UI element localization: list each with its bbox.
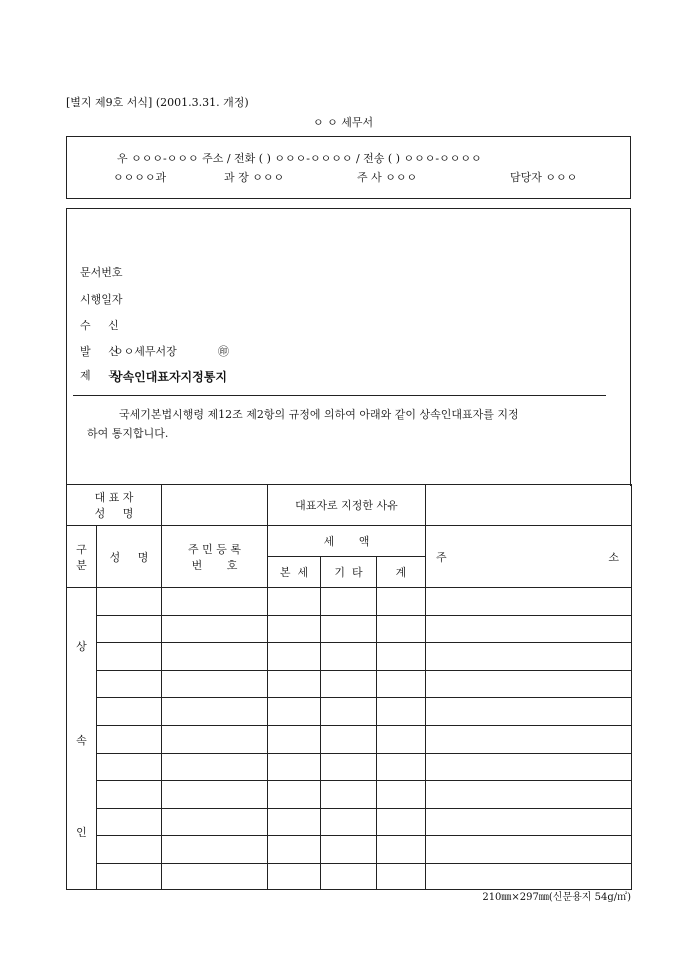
table-row — [67, 781, 632, 809]
doc-date-label: 시행일자 — [80, 293, 123, 306]
address-header — [426, 526, 632, 588]
tax-main-cell[interactable] — [268, 643, 321, 671]
header-box — [66, 136, 631, 199]
tax-total-cell[interactable] — [377, 643, 426, 671]
regno-header-bottom: 번 호 — [191, 558, 238, 572]
address-header-left: 주 — [436, 550, 447, 564]
regno-cell[interactable] — [162, 615, 268, 643]
seal-mark: ㊞ — [218, 345, 229, 358]
table-row — [67, 836, 632, 864]
name-cell[interactable] — [97, 698, 162, 726]
office-name: ㅇ ㅇ 세무서 — [313, 116, 374, 129]
address-cell[interactable] — [426, 698, 632, 726]
table-row — [67, 863, 632, 889]
header-dept: ㅇㅇㅇㅇ과 — [113, 171, 167, 184]
tax-total-cell[interactable] — [377, 808, 426, 836]
header-address-line: 우 ㅇㅇㅇ-ㅇㅇㅇ 주소 / 전화 ( ) ㅇㅇㅇ-ㅇㅇㅇㅇ / 전송 ( ) ㅇㅇㅇ-ㅇㅇㅇㅇ — [117, 152, 482, 165]
rep-row — [67, 485, 632, 526]
tax-other-cell[interactable] — [321, 643, 377, 671]
tax-other-cell[interactable] — [321, 698, 377, 726]
category-cell — [67, 588, 97, 890]
regno-cell[interactable] — [162, 753, 268, 781]
heir-table — [66, 484, 632, 890]
regno-cell[interactable] — [162, 863, 268, 889]
regno-cell[interactable] — [162, 588, 268, 616]
rep-name-label-bottom: 성 명 — [94, 507, 134, 520]
tax-main-header: 본 세 — [268, 557, 321, 588]
tax-main-cell[interactable] — [268, 725, 321, 753]
tax-main-cell[interactable] — [268, 781, 321, 809]
paper-spec: 210㎜×297㎜(신문용지 54g/㎡) — [482, 892, 631, 903]
regno-header-top: 주 민 등 록 — [188, 542, 241, 556]
doc-sender-value: ㅇㅇ세무서장 — [113, 345, 177, 358]
table-row — [67, 698, 632, 726]
tax-other-cell[interactable] — [321, 670, 377, 698]
tax-other-header: 기 타 — [321, 557, 377, 588]
tax-total-cell[interactable] — [377, 753, 426, 781]
regno-cell[interactable] — [162, 808, 268, 836]
name-cell[interactable] — [97, 808, 162, 836]
tax-total-cell[interactable] — [377, 863, 426, 889]
tax-total-cell[interactable] — [377, 698, 426, 726]
tax-other-cell[interactable] — [321, 615, 377, 643]
category-char-1: 상 — [76, 640, 87, 653]
tax-main-cell[interactable] — [268, 670, 321, 698]
doc-subject-value: 상속인대표자지정통지 — [111, 370, 227, 384]
doc-body-line-1: 국세기본법시행령 제12조 제2항의 규정에 의하여 아래와 같이 상속인대표자를 지정 — [119, 408, 519, 421]
table-row — [67, 725, 632, 753]
doc-number-label: 문서번호 — [80, 266, 123, 279]
name-cell[interactable] — [97, 643, 162, 671]
category-char-2: 속 — [76, 734, 87, 747]
address-cell[interactable] — [426, 863, 632, 889]
address-header-right: 소 — [608, 550, 619, 564]
name-cell[interactable] — [97, 725, 162, 753]
regno-cell[interactable] — [162, 836, 268, 864]
address-cell[interactable] — [426, 588, 632, 616]
header-chief: 과 장 ㅇㅇㅇ — [224, 171, 285, 184]
tax-total-cell[interactable] — [377, 615, 426, 643]
tax-other-cell[interactable] — [321, 863, 377, 889]
tax-total-cell[interactable] — [377, 588, 426, 616]
table-row — [67, 588, 632, 616]
tax-main-cell[interactable] — [268, 615, 321, 643]
address-cell[interactable] — [426, 615, 632, 643]
category-header-bottom: 분 — [76, 558, 87, 572]
tax-total-cell[interactable] — [377, 781, 426, 809]
address-cell[interactable] — [426, 753, 632, 781]
regno-cell[interactable] — [162, 781, 268, 809]
name-cell[interactable] — [97, 670, 162, 698]
tax-total-cell[interactable] — [377, 725, 426, 753]
address-cell[interactable] — [426, 781, 632, 809]
tax-other-cell[interactable] — [321, 588, 377, 616]
doc-sender-label: 발 신 — [80, 345, 119, 358]
form-title: [별지 제9호 서식] (2001.3.31. 개정) — [66, 96, 249, 109]
tax-main-cell[interactable] — [268, 836, 321, 864]
doc-body-line-2: 하여 통지합니다. — [87, 427, 169, 440]
rep-name-value[interactable] — [162, 485, 268, 526]
tax-main-cell[interactable] — [268, 863, 321, 889]
doc-recipient-label: 수 신 — [80, 319, 119, 332]
header-contact: 담당자 ㅇㅇㅇ — [510, 171, 578, 184]
table-row — [67, 808, 632, 836]
doc-subject-label: 제 목 — [80, 369, 119, 382]
tax-other-cell[interactable] — [321, 725, 377, 753]
name-cell[interactable] — [97, 615, 162, 643]
header-officer: 주 사 ㅇㅇㅇ — [357, 171, 418, 184]
tax-main-cell[interactable] — [268, 753, 321, 781]
document-box — [66, 208, 631, 486]
category-char-3: 인 — [76, 826, 87, 839]
reason-label: 대표자로 지정한 사유 — [268, 485, 426, 526]
rep-name-label-cell — [67, 485, 162, 526]
address-cell[interactable] — [426, 808, 632, 836]
tax-other-cell[interactable] — [321, 808, 377, 836]
tax-header: 세 액 — [268, 526, 426, 557]
tax-main-cell[interactable] — [268, 588, 321, 616]
tax-total-cell[interactable] — [377, 670, 426, 698]
tax-main-cell[interactable] — [268, 808, 321, 836]
regno-cell[interactable] — [162, 698, 268, 726]
name-cell[interactable] — [97, 781, 162, 809]
regno-cell[interactable] — [162, 670, 268, 698]
table-row — [67, 615, 632, 643]
name-cell[interactable] — [97, 753, 162, 781]
divider-line — [73, 395, 606, 396]
name-header: 성 명 — [97, 526, 162, 588]
rep-name-label-top: 대 표 자 — [94, 491, 134, 504]
tax-total-cell[interactable] — [377, 836, 426, 864]
regno-cell[interactable] — [162, 725, 268, 753]
tax-other-cell[interactable] — [321, 753, 377, 781]
regno-header — [162, 526, 268, 588]
tax-other-cell[interactable] — [321, 781, 377, 809]
table-row — [67, 670, 632, 698]
table-row — [67, 753, 632, 781]
name-cell[interactable] — [97, 588, 162, 616]
category-header-top: 구 — [76, 542, 87, 556]
table-row — [67, 643, 632, 671]
category-header — [67, 526, 97, 588]
name-cell[interactable] — [97, 863, 162, 889]
address-cell[interactable] — [426, 836, 632, 864]
address-cell[interactable] — [426, 643, 632, 671]
reason-value[interactable] — [426, 485, 632, 526]
address-cell[interactable] — [426, 670, 632, 698]
tax-other-cell[interactable] — [321, 836, 377, 864]
header-row-1 — [67, 526, 632, 557]
tax-total-header: 계 — [377, 557, 426, 588]
address-cell[interactable] — [426, 725, 632, 753]
tax-main-cell[interactable] — [268, 698, 321, 726]
name-cell[interactable] — [97, 836, 162, 864]
regno-cell[interactable] — [162, 643, 268, 671]
